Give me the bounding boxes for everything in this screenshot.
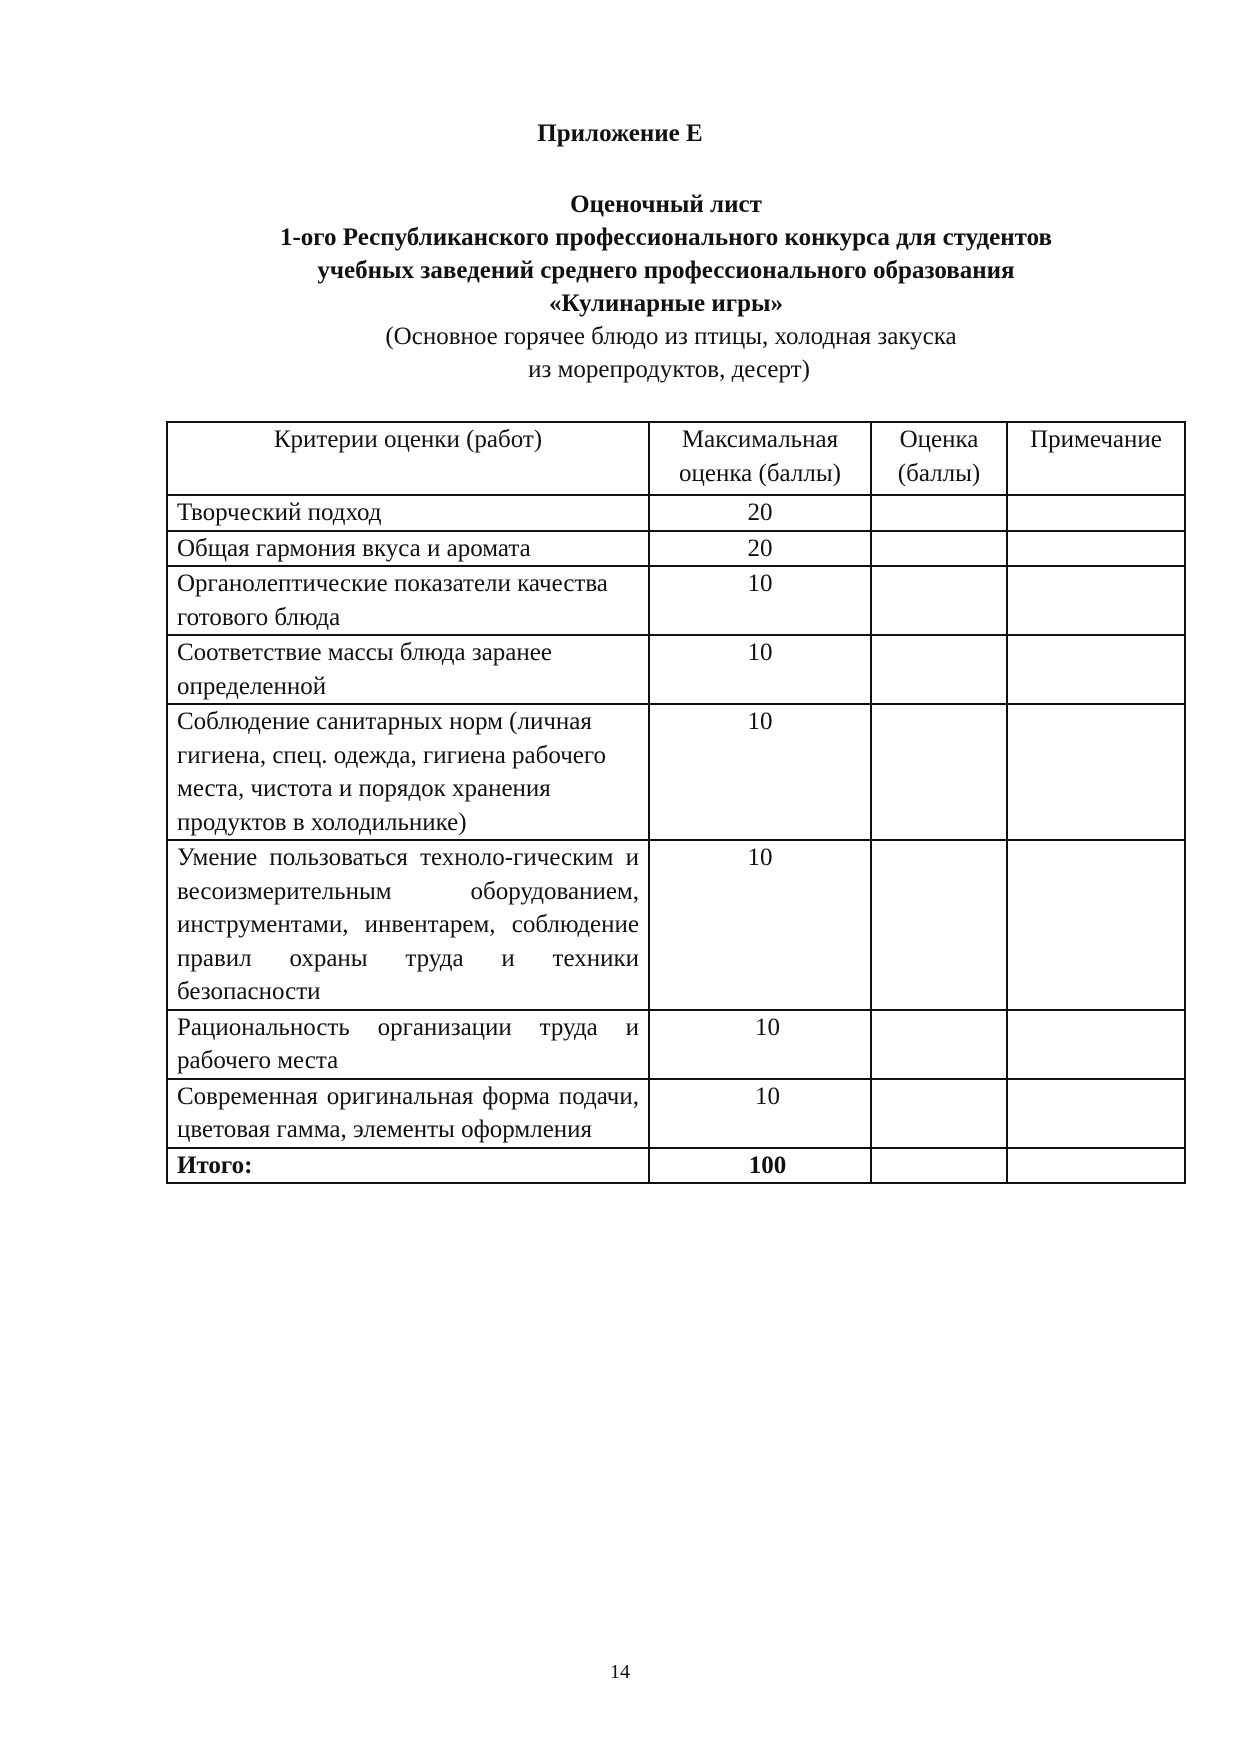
- evaluation-table: [166, 421, 1186, 1184]
- total-row: [167, 1148, 1185, 1184]
- table-row: [167, 635, 1185, 704]
- title-line: Оценочный лист: [570, 191, 762, 218]
- max-score-cell: 20: [649, 495, 871, 531]
- criterion-cell: Рациональность организации труда и рабочего места: [167, 1010, 649, 1079]
- column-header-max-score: Максимальная оценка (баллы): [649, 422, 871, 495]
- table-row: [167, 566, 1185, 635]
- max-score-cell: 10: [649, 1010, 871, 1079]
- score-cell[interactable]: [871, 704, 1007, 840]
- table-header-row: [167, 422, 1185, 495]
- note-cell[interactable]: [1007, 1079, 1185, 1148]
- max-score-cell: 10: [649, 1079, 871, 1148]
- criterion-cell: Соблюдение санитарных норм (личная гигиена, спец. одежда, гигиена рабочего места, чистота и порядок хранения продуктов в холодильнике): [167, 704, 649, 840]
- max-score-cell: 10: [649, 635, 871, 704]
- criterion-cell: Органолептические показатели качества готового блюда: [167, 566, 649, 635]
- note-cell[interactable]: [1007, 1010, 1185, 1079]
- score-cell[interactable]: [871, 495, 1007, 531]
- note-cell[interactable]: [1007, 566, 1185, 635]
- subtitle-line: из морепродуктов, десерт): [528, 356, 810, 383]
- column-header-score: Оценка (баллы): [871, 422, 1007, 495]
- table-row: [167, 1010, 1185, 1079]
- total-label-cell: Итого:: [167, 1148, 649, 1184]
- column-header-note: Примечание: [1007, 422, 1185, 495]
- criterion-cell: Творческий подход: [167, 495, 649, 531]
- score-cell[interactable]: [871, 531, 1007, 567]
- title-line: 1-ого Республиканского профессионального конкурса для студентов: [279, 224, 1053, 251]
- criterion-cell: Современная оригинальная форма подачи, цветовая гамма, элементы оформления: [167, 1079, 649, 1148]
- document-title: [200, 188, 1132, 386]
- total-max-score-cell: 100: [649, 1148, 871, 1184]
- score-cell[interactable]: [871, 1079, 1007, 1148]
- table-row: [167, 1079, 1185, 1148]
- criterion-cell: Общая гармония вкуса и аромата: [167, 531, 649, 567]
- score-cell[interactable]: [871, 635, 1007, 704]
- score-cell[interactable]: [871, 566, 1007, 635]
- note-cell[interactable]: [1007, 704, 1185, 840]
- title-line: «Кулинарные игры»: [548, 290, 784, 317]
- score-cell[interactable]: [871, 1010, 1007, 1079]
- column-header-criteria: Критерии оценки (работ): [167, 422, 649, 495]
- note-cell[interactable]: [1007, 531, 1185, 567]
- table-row: [167, 531, 1185, 567]
- max-score-cell: 10: [649, 566, 871, 635]
- page-number: 14: [610, 1661, 630, 1683]
- table-row: [167, 704, 1185, 840]
- max-score-cell: 10: [649, 704, 871, 840]
- note-cell[interactable]: [1007, 635, 1185, 704]
- table-row: [167, 840, 1185, 1010]
- total-note-cell[interactable]: [1007, 1148, 1185, 1184]
- score-cell[interactable]: [871, 840, 1007, 1010]
- criterion-cell: Умение пользоваться техноло-гическим и весоизмерительным оборудованием, инструментами, инвентарем, соблюдение правил охраны труда и техники безопасности: [167, 840, 649, 1010]
- note-cell[interactable]: [1007, 840, 1185, 1010]
- criterion-cell: Соответствие массы блюда заранее определенной: [167, 635, 649, 704]
- title-line: учебных заведений среднего профессионального образования: [317, 257, 1015, 284]
- table-row: [167, 495, 1185, 531]
- subtitle-line: (Основное горячее блюдо из птицы, холодная закуска: [385, 323, 957, 350]
- appendix-heading: Приложение Е: [537, 120, 703, 147]
- max-score-cell: 20: [649, 531, 871, 567]
- max-score-cell: 10: [649, 840, 871, 1010]
- total-score-cell[interactable]: [871, 1148, 1007, 1184]
- note-cell[interactable]: [1007, 495, 1185, 531]
